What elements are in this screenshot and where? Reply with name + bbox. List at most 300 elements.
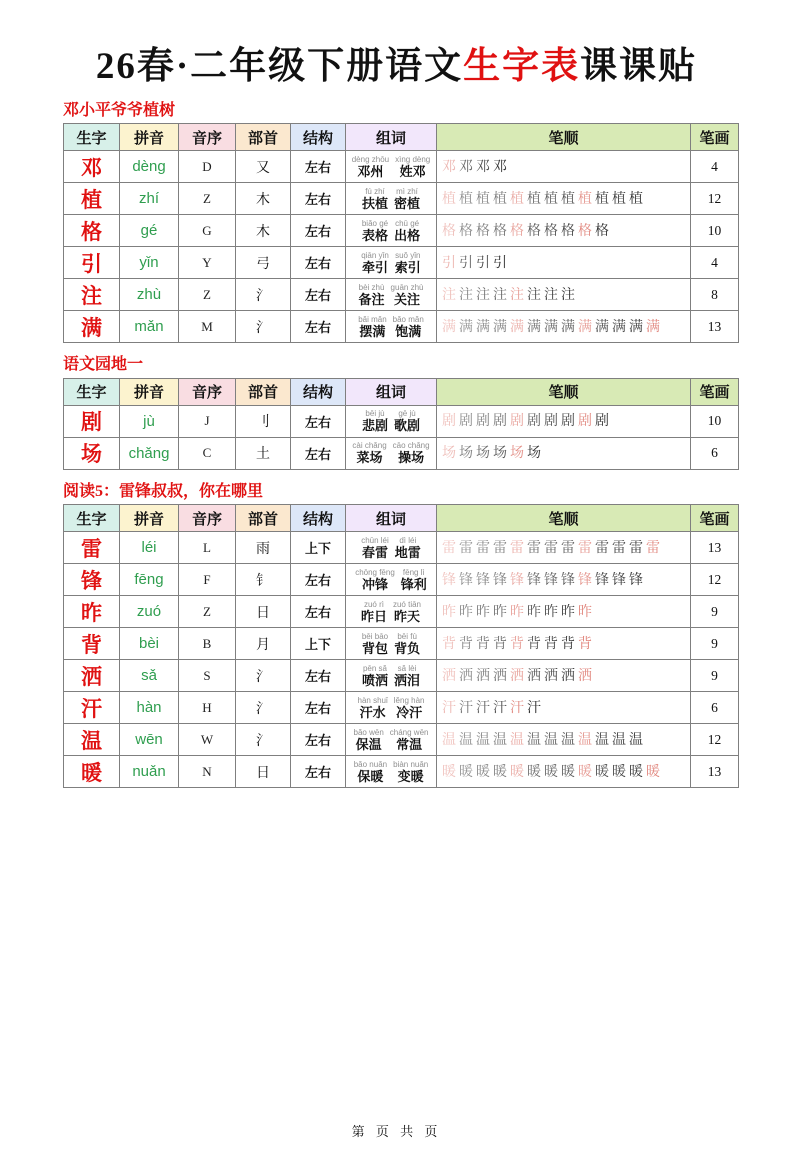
character-cell: 背	[64, 628, 120, 660]
stroke-step-glyph: 昨	[459, 604, 473, 620]
word-text: 关注	[394, 291, 421, 307]
pinyin-cell: fēng	[120, 564, 179, 596]
word-text: 姓邓	[399, 163, 426, 179]
word-text: 昨日	[360, 608, 387, 624]
pinyin-cell: bèi	[120, 628, 179, 660]
initial-cell: G	[179, 215, 236, 247]
stroke-step-glyph: 植	[612, 191, 626, 207]
stroke-step-glyph: 雷	[527, 540, 541, 556]
initial-cell: L	[179, 532, 236, 564]
word-text: 昨天	[393, 608, 420, 624]
initial-cell: W	[179, 724, 236, 756]
stroke-step-glyph: 注	[561, 287, 575, 303]
pinyin-cell: wēn	[120, 724, 179, 756]
character-cell: 满	[64, 311, 120, 343]
character-cell: 雷	[64, 532, 120, 564]
words-cell	[346, 183, 437, 215]
stroke-step-glyph: 锋	[493, 572, 507, 588]
stroke-step-glyph: 剧	[493, 414, 507, 430]
stroke-step-glyph: 暖	[459, 764, 473, 780]
stroke-step-glyph: 汗	[442, 700, 456, 716]
stroke-step-glyph: 邓	[459, 159, 473, 175]
column-header: 生字	[64, 124, 120, 151]
words-cell	[346, 311, 437, 343]
word-unit	[362, 219, 388, 243]
character-cell: 剧	[64, 405, 120, 437]
stroke-step-glyph: 剧	[578, 414, 592, 430]
stroke-step-glyph: 植	[561, 191, 575, 207]
initial-cell: S	[179, 660, 236, 692]
radical-cell: 氵	[236, 724, 291, 756]
stroke-count-cell: 6	[691, 437, 739, 469]
word-unit	[394, 664, 420, 688]
radical-cell: 木	[236, 215, 291, 247]
stroke-count-cell: 13	[691, 756, 739, 788]
word-pinyin: chū gé	[395, 218, 420, 228]
character-cell: 植	[64, 183, 120, 215]
stroke-step-glyph: 昨	[561, 604, 575, 620]
page-title	[0, 46, 793, 89]
stroke-count-cell: 8	[691, 279, 739, 311]
character-cell: 场	[64, 437, 120, 469]
word-unit	[358, 315, 386, 339]
radical-cell: 氵	[236, 660, 291, 692]
stroke-step-glyph: 温	[561, 732, 575, 748]
stroke-step-glyph: 背	[544, 636, 558, 652]
table-row	[64, 532, 739, 564]
pinyin-cell: hàn	[120, 692, 179, 724]
stroke-step-glyph: 汗	[510, 700, 524, 716]
stroke-step-glyph: 格	[510, 223, 524, 239]
stroke-step-glyph: 雷	[459, 540, 473, 556]
word-unit	[401, 568, 427, 592]
stroke-step-glyph: 注	[442, 287, 456, 303]
initial-cell: Z	[179, 596, 236, 628]
words-cell	[346, 564, 437, 596]
stroke-step-glyph: 邓	[493, 159, 507, 175]
stroke-step-glyph: 雷	[442, 540, 456, 556]
word-pinyin: biàn nuǎn	[393, 759, 429, 769]
table-row	[64, 564, 739, 596]
stroke-step-glyph: 暖	[629, 764, 643, 780]
stroke-step-glyph: 洒	[510, 668, 524, 684]
structure-cell: 左右	[291, 311, 346, 343]
stroke-step-glyph: 暖	[646, 764, 660, 780]
title-prefix: 26春·二年级下册语文	[95, 46, 464, 87]
stroke-step-glyph: 剧	[442, 414, 456, 430]
header-row	[64, 124, 739, 151]
character-cell: 汗	[64, 692, 120, 724]
radical-cell: 弓	[236, 247, 291, 279]
words-cell	[346, 151, 437, 183]
words-cell	[346, 596, 437, 628]
stroke-order-cell	[437, 151, 691, 183]
stroke-step-glyph: 场	[442, 446, 456, 462]
pinyin-cell: sǎ	[120, 660, 179, 692]
word-pinyin: bǎo wēn	[353, 727, 384, 737]
pinyin-cell: gé	[120, 215, 179, 247]
stroke-count-cell: 10	[691, 405, 739, 437]
stroke-step-glyph: 注	[493, 287, 507, 303]
word-pinyin: dèng zhōu	[351, 154, 390, 164]
word-unit	[393, 441, 430, 465]
stroke-step-glyph: 剧	[476, 414, 490, 430]
stroke-step-glyph: 背	[476, 636, 490, 652]
column-header: 生字	[64, 505, 120, 532]
column-header: 组词	[346, 505, 437, 532]
radical-cell: 日	[236, 756, 291, 788]
character-cell: 锋	[64, 564, 120, 596]
stroke-count-cell: 9	[691, 596, 739, 628]
stroke-step-glyph: 洒	[493, 668, 507, 684]
character-cell: 洒	[64, 660, 120, 692]
table-row	[64, 692, 739, 724]
word-text: 索引	[394, 259, 421, 275]
words-cell	[346, 215, 437, 247]
radical-cell: 钅	[236, 564, 291, 596]
word-unit	[362, 409, 388, 433]
word-pinyin: qiān yǐn	[361, 250, 389, 260]
word-pinyin: dì léi	[399, 535, 417, 545]
vocab-table	[63, 504, 739, 788]
stroke-step-glyph: 温	[612, 732, 626, 748]
column-header: 部首	[236, 505, 291, 532]
word-text: 密植	[394, 195, 421, 211]
radical-cell: 木	[236, 183, 291, 215]
word-text: 喷洒	[361, 672, 388, 688]
word-unit	[393, 315, 424, 339]
title-highlight: 生字表	[463, 46, 581, 87]
stroke-step-glyph: 背	[578, 636, 592, 652]
stroke-step-glyph: 格	[561, 223, 575, 239]
stroke-step-glyph: 邓	[476, 159, 490, 175]
words-cell	[346, 247, 437, 279]
stroke-order-cell	[437, 279, 691, 311]
pinyin-cell: zuó	[120, 596, 179, 628]
stroke-step-glyph: 植	[442, 191, 456, 207]
stroke-step-glyph: 引	[459, 255, 473, 271]
word-unit	[391, 283, 424, 307]
stroke-step-glyph: 暖	[510, 764, 524, 780]
stroke-order-cell	[437, 660, 691, 692]
stroke-step-glyph: 锋	[544, 572, 558, 588]
initial-cell: N	[179, 756, 236, 788]
initial-cell: F	[179, 564, 236, 596]
character-cell: 邓	[64, 151, 120, 183]
stroke-step-glyph: 洒	[578, 668, 592, 684]
stroke-order-cell	[437, 215, 691, 247]
stroke-step-glyph: 引	[442, 255, 456, 271]
word-pinyin: gē jù	[398, 409, 416, 419]
column-header: 拼音	[120, 505, 179, 532]
word-pinyin: suǒ yǐn	[395, 250, 421, 260]
radical-cell: 雨	[236, 532, 291, 564]
stroke-step-glyph: 雷	[578, 540, 592, 556]
initial-cell: M	[179, 311, 236, 343]
word-text: 操场	[398, 450, 425, 466]
word-pinyin: fú zhí	[365, 186, 385, 196]
title-suffix: 课课贴	[580, 46, 698, 87]
words-cell	[346, 692, 437, 724]
stroke-step-glyph: 背	[527, 636, 541, 652]
column-header: 部首	[236, 124, 291, 151]
stroke-step-glyph: 锋	[629, 572, 643, 588]
table-row	[64, 183, 739, 215]
pinyin-cell: zhù	[120, 279, 179, 311]
structure-cell: 上下	[291, 532, 346, 564]
word-text: 春雷	[361, 544, 388, 560]
word-pinyin: zuó rì	[363, 599, 384, 609]
structure-cell: 左右	[291, 151, 346, 183]
stroke-step-glyph: 场	[527, 446, 541, 462]
stroke-step-glyph: 满	[544, 319, 558, 335]
structure-cell: 左右	[291, 247, 346, 279]
radical-cell: 氵	[236, 692, 291, 724]
word-pinyin: pēn sǎ	[362, 663, 387, 673]
stroke-step-glyph: 剧	[510, 414, 524, 430]
word-text: 锋利	[400, 576, 427, 592]
vocab-table	[63, 123, 739, 343]
word-pinyin: chōng fēng	[355, 567, 395, 577]
word-pinyin: lěng hàn	[393, 695, 425, 705]
stroke-step-glyph: 暖	[493, 764, 507, 780]
words-cell	[346, 279, 437, 311]
initial-cell: Z	[179, 279, 236, 311]
stroke-step-glyph: 格	[442, 223, 456, 239]
structure-cell: 左右	[291, 660, 346, 692]
word-pinyin: hàn shuǐ	[357, 695, 388, 705]
column-header: 拼音	[120, 378, 179, 405]
initial-cell: H	[179, 692, 236, 724]
word-text: 汗水	[359, 704, 386, 720]
pinyin-cell: mǎn	[120, 311, 179, 343]
stroke-step-glyph: 暖	[544, 764, 558, 780]
stroke-step-glyph: 背	[510, 636, 524, 652]
words-cell	[346, 724, 437, 756]
stroke-step-glyph: 满	[493, 319, 507, 335]
pinyin-cell: léi	[120, 532, 179, 564]
stroke-step-glyph: 场	[476, 446, 490, 462]
word-text: 保温	[355, 736, 382, 752]
stroke-step-glyph: 注	[459, 287, 473, 303]
stroke-step-glyph: 植	[595, 191, 609, 207]
radical-cell: 刂	[236, 405, 291, 437]
stroke-step-glyph: 暖	[476, 764, 490, 780]
stroke-step-glyph: 暖	[595, 764, 609, 780]
stroke-step-glyph: 植	[510, 191, 524, 207]
word-unit	[354, 760, 387, 784]
character-cell: 暖	[64, 756, 120, 788]
table-row	[64, 279, 739, 311]
stroke-step-glyph: 注	[527, 287, 541, 303]
word-text: 摆满	[359, 323, 386, 339]
stroke-step-glyph: 锋	[578, 572, 592, 588]
pinyin-cell: zhí	[120, 183, 179, 215]
stroke-step-glyph: 温	[442, 732, 456, 748]
word-pinyin: bǎo nuǎn	[353, 759, 388, 769]
word-pinyin: sǎ lèi	[397, 663, 417, 673]
stroke-order-cell	[437, 724, 691, 756]
word-text: 出格	[394, 227, 421, 243]
stroke-step-glyph: 洒	[442, 668, 456, 684]
words-cell	[346, 437, 437, 469]
radical-cell: 氵	[236, 311, 291, 343]
stroke-order-cell	[437, 628, 691, 660]
stroke-step-glyph: 满	[459, 319, 473, 335]
stroke-step-glyph: 剧	[544, 414, 558, 430]
word-pinyin: bǎi mǎn	[358, 314, 387, 324]
stroke-step-glyph: 满	[476, 319, 490, 335]
word-unit	[361, 251, 389, 275]
stroke-count-cell: 4	[691, 151, 739, 183]
stroke-order-cell	[437, 596, 691, 628]
radical-cell: 氵	[236, 279, 291, 311]
structure-cell: 左右	[291, 183, 346, 215]
stroke-step-glyph: 昨	[476, 604, 490, 620]
section-heading: 阅读5：雷锋叔叔，你在哪里	[63, 482, 264, 500]
stroke-step-glyph: 背	[459, 636, 473, 652]
words-cell	[346, 628, 437, 660]
stroke-step-glyph: 温	[544, 732, 558, 748]
word-unit	[395, 251, 421, 275]
structure-cell: 左右	[291, 596, 346, 628]
word-text: 地雷	[394, 544, 421, 560]
stroke-step-glyph: 植	[544, 191, 558, 207]
stroke-step-glyph: 温	[595, 732, 609, 748]
stroke-step-glyph: 昨	[578, 604, 592, 620]
stroke-count-cell: 9	[691, 660, 739, 692]
stroke-step-glyph: 锋	[595, 572, 609, 588]
stroke-step-glyph: 雷	[510, 540, 524, 556]
word-pinyin: chūn léi	[361, 535, 389, 545]
words-cell	[346, 532, 437, 564]
stroke-step-glyph: 满	[595, 319, 609, 335]
words-cell	[346, 756, 437, 788]
word-pinyin: cài chǎng	[352, 441, 387, 451]
word-pinyin: cháng wēn	[389, 727, 429, 737]
table-row	[64, 756, 739, 788]
word-pinyin: biǎo gé	[361, 218, 389, 228]
stroke-step-glyph: 汗	[476, 700, 490, 716]
stroke-step-glyph: 锋	[459, 572, 473, 588]
table-row	[64, 437, 739, 469]
stroke-step-glyph: 背	[493, 636, 507, 652]
stroke-step-glyph: 温	[493, 732, 507, 748]
word-text: 邓州	[357, 163, 384, 179]
column-header: 笔画	[691, 124, 739, 151]
word-text: 歌剧	[394, 418, 421, 434]
word-unit	[359, 283, 385, 307]
stroke-step-glyph: 汗	[493, 700, 507, 716]
initial-cell: Z	[179, 183, 236, 215]
column-header: 生字	[64, 378, 120, 405]
pinyin-cell: jù	[120, 405, 179, 437]
stroke-count-cell: 12	[691, 724, 739, 756]
stroke-order-cell	[437, 183, 691, 215]
pinyin-cell: yǐn	[120, 247, 179, 279]
section-heading: 语文园地一	[63, 356, 144, 374]
stroke-step-glyph: 植	[578, 191, 592, 207]
stroke-step-glyph: 满	[578, 319, 592, 335]
stroke-step-glyph: 格	[476, 223, 490, 239]
structure-cell: 左右	[291, 724, 346, 756]
stroke-order-cell	[437, 756, 691, 788]
structure-cell: 左右	[291, 215, 346, 247]
stroke-step-glyph: 雷	[476, 540, 490, 556]
stroke-step-glyph: 剧	[595, 414, 609, 430]
stroke-count-cell: 12	[691, 564, 739, 596]
word-text: 扶植	[361, 195, 388, 211]
stroke-step-glyph: 洒	[527, 668, 541, 684]
stroke-step-glyph: 洒	[476, 668, 490, 684]
initial-cell: Y	[179, 247, 236, 279]
stroke-step-glyph: 锋	[442, 572, 456, 588]
word-unit	[395, 155, 430, 179]
table-row	[64, 311, 739, 343]
structure-cell: 左右	[291, 405, 346, 437]
stroke-step-glyph: 背	[442, 636, 456, 652]
word-text: 表格	[361, 227, 388, 243]
stroke-step-glyph: 满	[646, 319, 660, 335]
word-text: 常温	[396, 736, 423, 752]
initial-cell: J	[179, 405, 236, 437]
stroke-order-cell	[437, 437, 691, 469]
character-cell: 温	[64, 724, 120, 756]
table-row	[64, 628, 739, 660]
table-row	[64, 247, 739, 279]
header-row	[64, 505, 739, 532]
word-pinyin: guān zhù	[390, 282, 424, 292]
column-header: 笔画	[691, 378, 739, 405]
radical-cell: 又	[236, 151, 291, 183]
word-unit	[393, 760, 428, 784]
section-heading: 邓小平爷爷植树	[63, 101, 176, 119]
stroke-step-glyph: 温	[578, 732, 592, 748]
word-text: 洒泪	[394, 672, 421, 688]
word-text: 备注	[358, 291, 385, 307]
stroke-count-cell: 4	[691, 247, 739, 279]
stroke-step-glyph: 锋	[527, 572, 541, 588]
stroke-step-glyph: 暖	[612, 764, 626, 780]
initial-cell: C	[179, 437, 236, 469]
stroke-step-glyph: 温	[629, 732, 643, 748]
stroke-step-glyph: 背	[561, 636, 575, 652]
table-row	[64, 660, 739, 692]
column-header: 组词	[346, 378, 437, 405]
stroke-step-glyph: 洒	[561, 668, 575, 684]
word-text: 菜场	[356, 450, 383, 466]
stroke-step-glyph: 锋	[612, 572, 626, 588]
initial-cell: B	[179, 628, 236, 660]
structure-cell: 左右	[291, 279, 346, 311]
stroke-step-glyph: 满	[442, 319, 456, 335]
character-cell: 格	[64, 215, 120, 247]
stroke-step-glyph: 注	[544, 287, 558, 303]
stroke-step-glyph: 植	[629, 191, 643, 207]
stroke-step-glyph: 昨	[544, 604, 558, 620]
stroke-step-glyph: 格	[578, 223, 592, 239]
stroke-step-glyph: 雷	[493, 540, 507, 556]
stroke-step-glyph: 剧	[459, 414, 473, 430]
stroke-step-glyph: 温	[510, 732, 524, 748]
word-unit	[394, 219, 420, 243]
stroke-order-cell	[437, 247, 691, 279]
stroke-step-glyph: 邓	[442, 159, 456, 175]
header-row	[64, 378, 739, 405]
table-row	[64, 151, 739, 183]
stroke-order-cell	[437, 532, 691, 564]
table-row	[64, 215, 739, 247]
